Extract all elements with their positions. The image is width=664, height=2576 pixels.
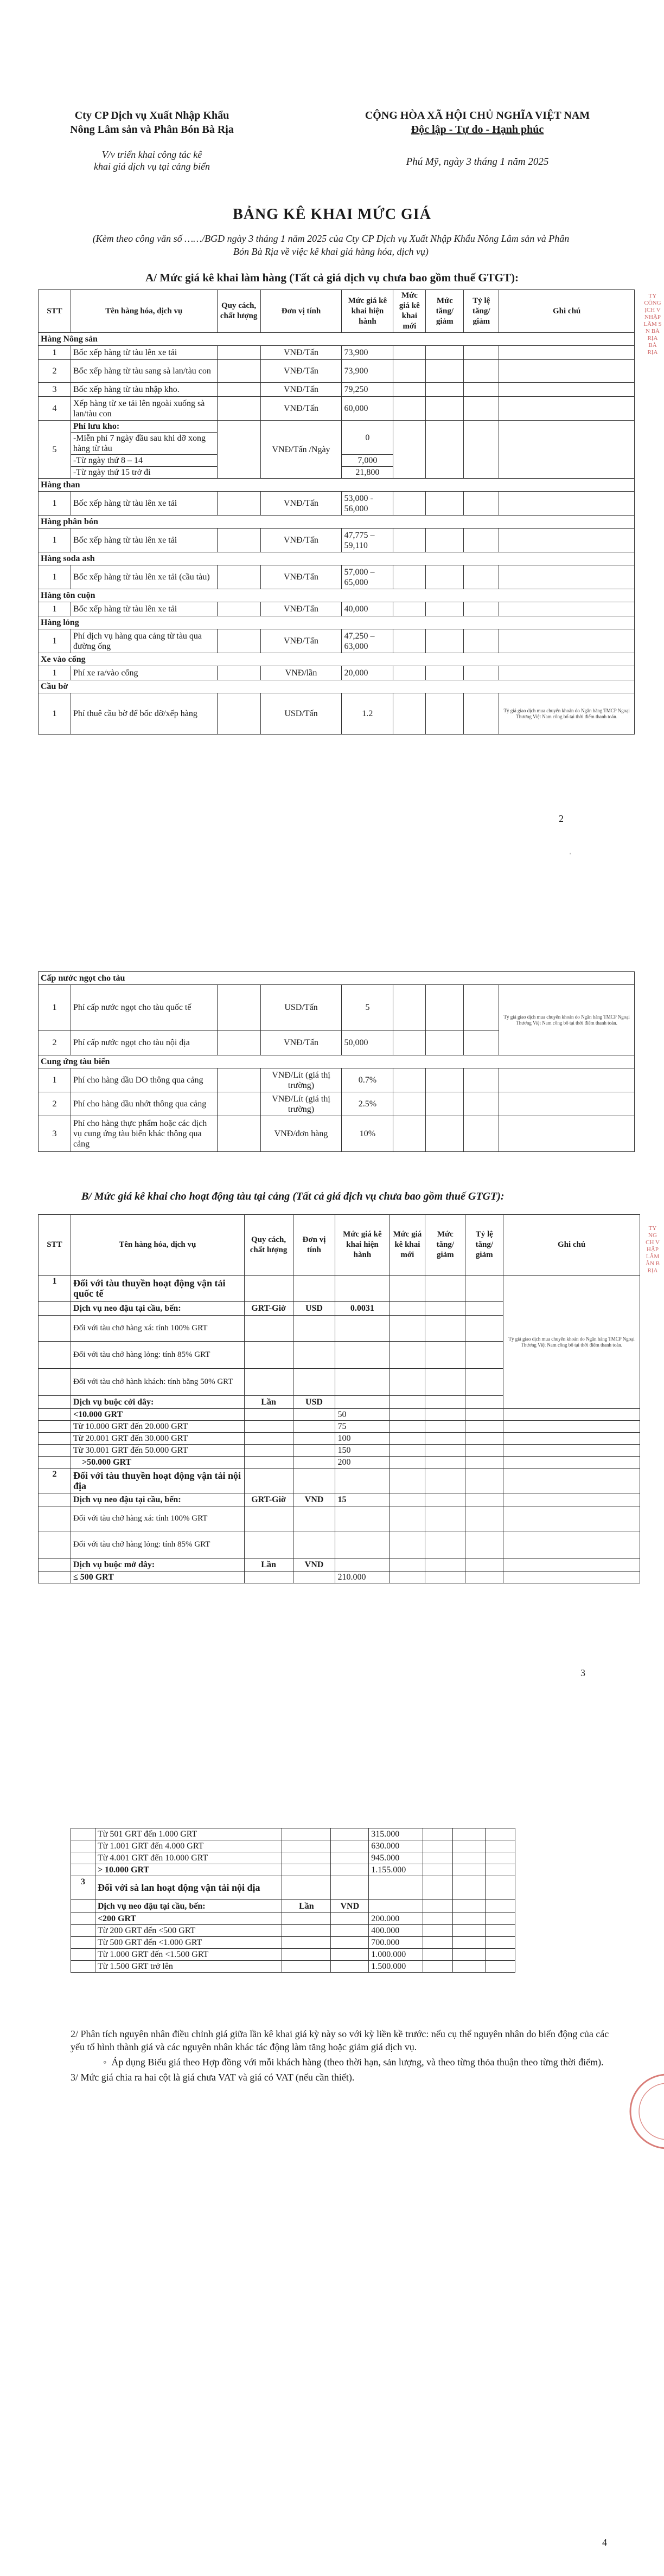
table-row: Đối với tàu chở hàng xá: tính 100% GRT	[39, 1506, 640, 1531]
table-row: Đối với tàu chở hành khách: tính bằng 50% GRT	[39, 1369, 640, 1396]
table-row: 1 Đối với tàu thuyền hoạt động vận tải quốc tế Tỷ giá giao dịch mua chuyển khoản do Ngân hàng TMCP Ngoại Thương Việt Nam công bố tại thời điểm thanh toán.	[39, 1276, 640, 1302]
stamp-fragment-1: TY CÔNG ỊCH V NHẬP LÂM S N BÀ RỊA BÀ RỊA	[643, 293, 662, 356]
exchange-rate-note: Tỷ giá giao dịch mua chuyển khoản do Ngân hàng TMCP Ngoại Thương Việt Nam công bố tại thời điểm thanh toán.	[499, 693, 635, 735]
table-row: Từ 500 GRT đến <1.000 GRT 700.000	[71, 1937, 515, 1949]
header-name: Tên hàng hóa, dịch vụ	[71, 290, 217, 333]
table-row: 2 Phí cấp nước ngọt cho tàu nội địa VNĐ/Tấn 50,000	[39, 1031, 635, 1055]
reference-line2: khai giá dịch vụ tại cảng biển	[94, 161, 210, 172]
group-soda: Hàng soda ash	[39, 552, 635, 565]
header-price-current: Mức giá kê khai hiện hành	[335, 1215, 390, 1276]
exchange-rate-note: Tỷ giá giao dịch mua chuyển khoản do Ngân hàng TMCP Ngoại Thương Việt Nam công bố tại thời điểm thanh toán.	[499, 985, 635, 1055]
table-row: 3 Đối với sà lan hoạt động vận tải nội địa	[71, 1876, 515, 1900]
section-a-heading: A/ Mức giá kê khai làm hàng (Tất cả giá dịch vụ chưa bao gồm thuế GTGT):	[145, 271, 519, 284]
table-row: <10.000 GRT 50	[39, 1409, 640, 1421]
group-water: Cấp nước ngọt cho tàu	[39, 972, 635, 985]
table-row: 1 Phí cấp nước ngọt cho tàu quốc tế USD/Tấn 5 Tỷ giá giao dịch mua chuyển khoản do Ngân hàng TMCP Ngoại Thương Việt Nam công bố tại thời điểm thanh toán.	[39, 985, 635, 1031]
table-row: Từ 1.000 GRT đến <1.500 GRT 1.000.000	[71, 1949, 515, 1961]
header-stt: STT	[39, 1215, 71, 1276]
header-note: Ghi chú	[503, 1215, 640, 1276]
table-row: Đối với tàu chở hàng lỏng: tính 85% GRT	[39, 1531, 640, 1559]
price-table-a-cont	[38, 971, 635, 1152]
group-coal: Hàng than	[39, 479, 635, 492]
group-liquid: Hàng lỏng	[39, 616, 635, 629]
table-row: > 10.000 GRT 1.155.000	[71, 1864, 515, 1876]
page-number: 3	[580, 1667, 585, 1678]
header-change: Mức tăng/ giảm	[426, 290, 464, 333]
table-row: Từ 4.001 GRT đến 10.000 GRT 945.000	[71, 1852, 515, 1864]
table-row: 2 Đối với tàu thuyền hoạt động vận tải nội địa	[39, 1469, 640, 1493]
group-gate: Xe vào cổng	[39, 653, 635, 666]
table-row: 1 Phí cho hàng dầu DO thông qua cảng VNĐ/Lít (giá thị trường) 0.7%	[39, 1068, 635, 1092]
header-name: Tên hàng hóa, dịch vụ	[71, 1215, 244, 1276]
stamp-fragment-2: TY NG CH V HẬP LÂM ÂN B RỊA	[646, 1225, 660, 1274]
table-row: Từ 10.000 GRT đến 20.000 GRT 75	[39, 1421, 640, 1433]
footer-notes	[71, 2027, 613, 2086]
table-row: 1 Bốc xếp hàng từ tàu lên xe tải (cầu tàu) VNĐ/Tấn 57,000 – 65,000	[39, 565, 635, 589]
table-row: 5 Phí lưu kho: VNĐ/Tấn /Ngày 0	[39, 421, 635, 433]
table-row: Dịch vụ buộc mở dây: Lần VND	[39, 1559, 640, 1572]
price-table-a: STT Tên hàng hóa, dịch vụ Quy cách, chất lượng Đơn vị tính Mức giá kê khai hiện hành Mức giá kê khai mới Mức tăng/ giảm Tỷ lệ tăng/ giảm Ghi chú Hàng Nông sản 1 Bốc xếp hàng từ tàu lên xe tải VNĐ/Tấn 73,900 2 Bốc xếp hàng từ tàu sang sà lan/tàu con VNĐ/Tấn 73,900 3 Bốc xếp hàng từ tàu nhập kho. VNĐ/Tấn 79,250 4 Xếp hàng từ xe tải lên ngoài xuống sà lan/tàu con VNĐ/Tấn 60,000 5 Phí lưu kho: VNĐ/Tấn /Ngày 0 -Miễn phí 7 ngày đầu sau khi dỡ xong hàng từ tàu -Từ ngày thứ 8 – 14 7,000 -Từ ngày thứ 15 trở đi 21,800 Hàng than 1 Bốc xếp hàng từ tàu lên xe tải VNĐ/Tấn 53,000 - 56,000 Hàng phân bón 1 Bốc xếp hàng từ tàu lên xe tải VNĐ/Tấn 47,775 – 59,110 Hàng soda ash 1 Bốc xếp hàng từ tàu lên xe tải (cầu tàu) VNĐ/Tấn 57,000 – 65,000 Hàng tôn cuộn 1 Bốc xếp hàng từ tàu lên xe tải VNĐ/Tấn 40,000 Hàng lỏng 1 Phí dịch vụ hàng qua cảng từ tàu qua đường ống VNĐ/Tấn 47,250 – 63,000 Xe vào cổng 1 Phí xe ra/vào cổng VNĐ/lần 20,000 Cầu bờ 1 Phí thuê cầu bờ để bốc dỡ/xếp hàng USD/Tấn 1.2 Tỷ giá giao dịch mua chuyển khoản do Ngân hàng TMCP Ngoại Thương Việt Nam công bố tại thời điểm thanh toán.	[38, 289, 635, 735]
group-berth: Cầu bờ	[39, 680, 635, 693]
table-row: 1 Bốc xếp hàng từ tàu lên xe tải VNĐ/Tấn 47,775 – 59,110	[39, 529, 635, 552]
price-table-b	[38, 1214, 640, 1583]
table-row: 2 Bốc xếp hàng từ tàu sang sà lan/tàu con VNĐ/Tấn 73,900	[39, 360, 635, 383]
scan-mark: '	[570, 851, 571, 859]
table-row: Từ 1.001 GRT đến 4.000 GRT 630.000	[71, 1840, 515, 1852]
table-row: Dịch vụ neo đậu tại cầu, bến: GRT-Giờ USD 0.0031	[39, 1302, 640, 1316]
header-spec: Quy cách, chất lượng	[244, 1215, 293, 1276]
header-price-current: Mức giá kê khai hiện hành	[342, 290, 393, 333]
group-agri: Hàng Nông sản	[39, 333, 635, 346]
header-spec: Quy cách, chất lượng	[217, 290, 260, 333]
table-row: Từ 20.001 GRT đến 30.000 GRT 100	[39, 1433, 640, 1445]
table-row: 1 Bốc xếp hàng từ tàu lên xe tải VNĐ/Tấn 73,900	[39, 346, 635, 360]
header-change: Mức tăng/ giảm	[425, 1215, 465, 1276]
table-row: >50.000 GRT 200	[39, 1457, 640, 1469]
table-row: 1 Phí thuê cầu bờ để bốc dỡ/xếp hàng USD/Tấn 1.2 Tỷ giá giao dịch mua chuyển khoản do Ngân hàng TMCP Ngoại Thương Việt Nam công bố tại thời điểm thanh toán.	[39, 693, 635, 735]
document-date: Phú Mỹ, ngày 3 tháng 1 năm 2025	[406, 156, 549, 168]
group-fertilizer: Hàng phân bón	[39, 516, 635, 529]
header-unit: Đơn vị tính	[260, 290, 342, 333]
nation-motto: Độc lập - Tự do - Hạnh phúc	[411, 124, 544, 136]
table-row: Dịch vụ buộc cởi dây: Lần USD	[39, 1396, 640, 1409]
page-number: 2	[559, 813, 564, 824]
table-row: 2 Phí cho hàng dầu nhớt thông qua cảng VNĐ/Lít (giá thị trường) 2.5%	[39, 1092, 635, 1116]
header-change-rate: Tỷ lệ tăng/ giảm	[465, 1215, 503, 1276]
table-row: Từ 200 GRT đến <500 GRT 400.000	[71, 1925, 515, 1937]
table-row: ≤ 500 GRT 210.000	[39, 1572, 640, 1583]
header-change-rate: Tỷ lệ tăng/ giảm	[464, 290, 499, 333]
bullet-icon: ◦	[103, 2057, 112, 2068]
exchange-rate-note: Tỷ giá giao dịch mua chuyển khoản do Ngân hàng TMCP Ngoại Thương Việt Nam công bố tại thời điểm thanh toán.	[503, 1276, 640, 1409]
table-row: 4 Xếp hàng từ xe tải lên ngoài xuống sà lan/tàu con VNĐ/Tấn 60,000	[39, 397, 635, 421]
header-price-new: Mức giá kê khai mới	[393, 290, 426, 333]
header-price-new: Mức giá kê khai mới	[390, 1215, 425, 1276]
table-row: Từ 30.001 GRT đến 50.000 GRT 150	[39, 1445, 640, 1457]
header-stt: STT	[39, 290, 71, 333]
table-row: Từ 501 GRT đến 1.000 GRT 315.000	[71, 1828, 515, 1840]
footer-paragraph-3: 3/ Mức giá chia ra hai cột là giá chưa VAT và giá có VAT (nếu cần thiết).	[71, 2072, 355, 2083]
group-supply: Cung ứng tàu biển	[39, 1055, 635, 1068]
company-header	[38, 108, 266, 172]
company-name-line1: Cty CP Dịch vụ Xuất Nhập Khẩu	[74, 110, 229, 121]
section-b-heading: B/ Mức giá kê khai cho hoạt động tàu tại cảng (Tất cả giá dịch vụ chưa bao gồm thuế GTGT):	[81, 1190, 505, 1202]
header-note: Ghi chú	[499, 290, 635, 333]
table-row: 1 Phí dịch vụ hàng qua cảng từ tàu qua đường ống VNĐ/Tấn 47,250 – 63,000	[39, 629, 635, 653]
table-row: 3 Phí cho hàng thực phẩm hoặc các dịch vụ cung ứng tàu biển khác thông qua cảng VNĐ/đơn hàng 10%	[39, 1116, 635, 1152]
company-name-line2: Nông Lâm sản và Phân Bón Bà Rịa	[70, 124, 234, 136]
group-coil: Hàng tôn cuộn	[39, 589, 635, 602]
table-row: 1 Phí xe ra/vào cổng VNĐ/lần 20,000	[39, 666, 635, 680]
document-title: BẢNG KÊ KHAI MỨC GIÁ	[233, 206, 431, 223]
document-subtitle: (Kèm theo công văn số ……/BGD ngày 3 tháng 1 năm 2025 của Cty CP Dịch vụ Xuất Nhập Khẩu Nông Lâm sản và Phân Bón Bà Rịa về việc kê khai giá hàng hóa, dịch vụ)	[92, 233, 570, 257]
header-unit: Đơn vị tính	[293, 1215, 335, 1276]
footer-bullet: ◦ Áp dụng Biểu giá theo Hợp đồng với mỗi khách hàng (theo thời hạn, sản lượng, và theo từng thỏa thuận theo từng thời điểm).	[103, 2057, 604, 2068]
reference-line1: V/v triển khai công tác kê	[101, 149, 202, 160]
table-row: 1 Bốc xếp hàng từ tàu lên xe tải VNĐ/Tấn 40,000	[39, 602, 635, 616]
seal-icon	[624, 2071, 664, 2152]
nation-name: CỘNG HÒA XÃ HỘI CHỦ NGHĨA VIỆT NAM	[365, 110, 590, 121]
table-row: Dịch vụ neo đậu tại cầu, bến: GRT-Giờ VND 15	[39, 1493, 640, 1506]
page-number: 4	[602, 2537, 607, 2548]
table-row: Từ 1.500 GRT trở lên 1.500.000	[71, 1961, 515, 1973]
nation-header	[325, 108, 629, 169]
table-row: 1 Bốc xếp hàng từ tàu lên xe tải VNĐ/Tấn 53,000 - 56,000	[39, 492, 635, 516]
table-row: Dịch vụ neo đậu tại cầu, bến: Lần VND	[71, 1900, 515, 1913]
company-seal	[624, 2071, 664, 2152]
table-row: 3 Bốc xếp hàng từ tàu nhập kho. VNĐ/Tấn 79,250	[39, 383, 635, 397]
footer-paragraph-2: 2/ Phân tích nguyên nhân điều chỉnh giá giữa lần kê khai giá kỳ này so với kỳ liền kề trước: nếu cụ thể nguyên nhân do biến động của các yếu tố hình thành giá và các nguyên nhân khác tác động làm tăng hoặc giảm giá dịch vụ.	[71, 2028, 609, 2052]
table-row: <200 GRT 200.000	[71, 1913, 515, 1925]
table-row: Đối với tàu chở hàng lỏng: tính 85% GRT	[39, 1342, 640, 1369]
price-table-b-cont	[71, 1828, 515, 1973]
table-row: Đối với tàu chở hàng xá: tính 100% GRT	[39, 1316, 640, 1342]
